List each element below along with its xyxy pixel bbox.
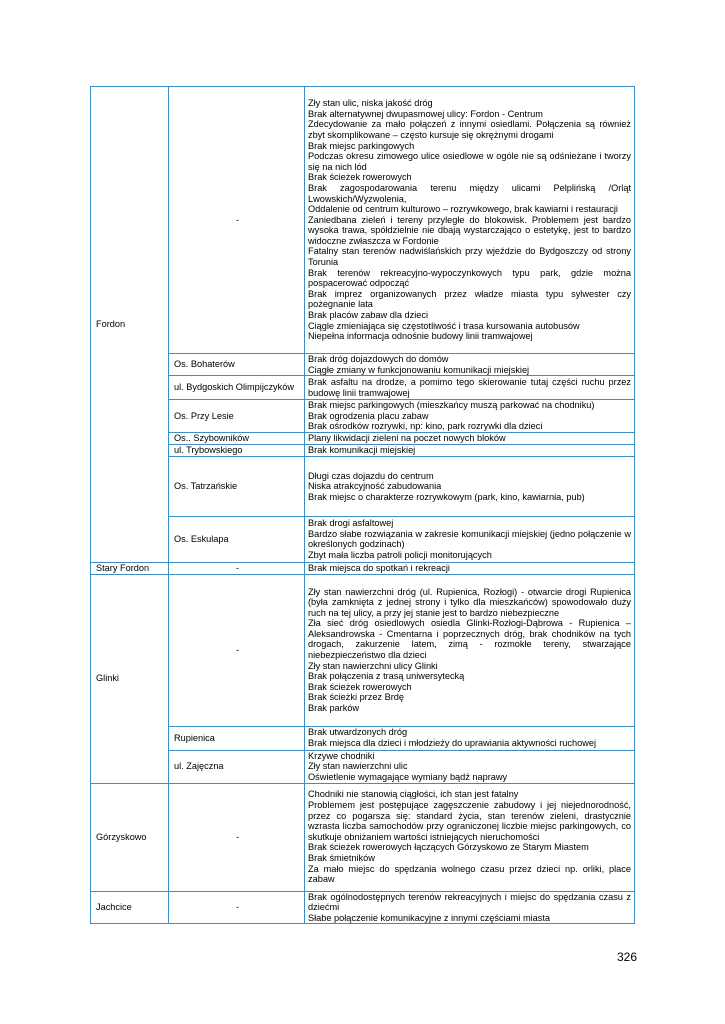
estate-cell: Os. Przy Lesie xyxy=(169,400,305,433)
problems-cell xyxy=(305,516,635,562)
problems-cell xyxy=(305,87,635,354)
problem-item: Brak miejsc parkingowych xyxy=(308,140,415,151)
problem-item: Zbyt mała liczba patroli policji monitorujących xyxy=(308,550,492,561)
estate-cell: - xyxy=(169,891,305,924)
problem-item: Brak ścieżek rowerowych xyxy=(308,172,412,183)
problem-item: Brak połączenia z trasą uniwersytecką xyxy=(308,671,465,682)
estate-cell: Os. Eskulapa xyxy=(169,516,305,562)
problem-item: Ciągle zmieniająca się częstotliwość i trasa kursowania autobusów xyxy=(308,320,580,331)
problems-cell xyxy=(305,400,635,433)
table-row xyxy=(91,574,635,726)
problem-item: Długi czas dojazdu do centrum xyxy=(308,470,434,481)
problem-item: Problemem jest postępujące zagęszczenie zabudowy i jej niejednorodność, przez co pogarsza się: standard życia, stan terenów zieleni, drastycznie wzrasta liczba samochodów przy ograniczonej liczbie miejsc parkingowych, co skutkuje obniżaniem wartości istniejących nieruchomości xyxy=(308,799,631,842)
problem-item: Fatalny stan terenów nadwiślańskich przy wjeździe do Bydgoszczy od strony Torunia xyxy=(308,246,631,268)
problem-item: Brak zagospodarowania terenu między ulicami Pelplińską /Orląt Lwowskich/Wyzwolenia, xyxy=(308,182,631,204)
district-cell: Górzyskowo xyxy=(91,783,169,891)
estate-cell: Os. Tatrzańskie xyxy=(169,456,305,516)
estate-cell: Os.. Szybowników xyxy=(169,432,305,444)
problem-item: Brak miejsca dla dzieci i młodzieży do uprawiania aktywności ruchowej xyxy=(308,738,596,749)
problem-item: Brak alternatywnej dwupasmowej ulicy: Fordon - Centrum xyxy=(308,108,543,119)
problem-item: Brak drogi asfaltowej xyxy=(308,518,394,529)
table-row xyxy=(91,516,635,562)
table-row xyxy=(91,354,635,376)
problems-cell xyxy=(305,750,635,783)
district-cell: Glinki xyxy=(91,574,169,783)
problems-table xyxy=(90,86,635,924)
page-number: 326 xyxy=(617,950,638,964)
problem-item: Brak ogrodzenia placu zabaw xyxy=(308,410,429,421)
estate-cell: - xyxy=(169,783,305,891)
problem-item: Zły stan nawierzchni ulicy Glinki xyxy=(308,660,438,671)
problem-item: Podczas okresu zimowego ulice osiedlowe w ogóle nie są odśnieżane i tworzy się na nich lód xyxy=(308,151,631,172)
problem-item: Oświetlenie wymagające wymiany bądź naprawy xyxy=(308,771,508,782)
table-row xyxy=(91,376,635,400)
problem-item: Brak parków xyxy=(308,703,360,714)
estate-cell: - xyxy=(169,87,305,354)
problems-cell xyxy=(305,444,635,456)
problem-item: Niepełna informacja odnośnie budowy linii tramwajowej xyxy=(308,331,533,342)
problem-item: Za mało miejsc do spędzania wolnego czasu przez dzieci np. orliki, place zabaw xyxy=(308,863,631,885)
problem-item: Brak terenów rekreacyjno-wypoczynkowych typu park, gdzie można pospacerować odpocząć xyxy=(308,267,631,289)
table-row xyxy=(91,562,635,574)
problem-item: Brak ścieżek rowerowych xyxy=(308,681,412,692)
estate-cell: - xyxy=(169,562,305,574)
problem-item: Brak miejsc parkingowych (mieszkańcy muszą parkować na chodniku) xyxy=(308,400,595,411)
problem-item: Brak śmietników xyxy=(308,852,375,863)
estate-cell: ul. Trybowskiego xyxy=(169,444,305,456)
problem-item: Brak miejsca do spotkań i rekreacji xyxy=(308,562,450,573)
table-row xyxy=(91,750,635,783)
problem-item: Słabe połączenie komunikacyjne z innymi częściami miasta xyxy=(308,912,551,923)
district-cell: Stary Fordon xyxy=(91,562,169,574)
estate-cell: Os. Bohaterów xyxy=(169,354,305,376)
table-row xyxy=(91,783,635,891)
problem-item: Zaniedbana zieleń i tereny przyległe do blokowisk. Problemem jest bardzo wysoka trawa, spółdzielnie nie dbają wystarczająco o estetykę, jest to bardzo widoczne zwłaszcza w Fordonie xyxy=(308,214,631,246)
problems-cell xyxy=(305,891,635,924)
problem-item: Ciągłe zmiany w funkcjonowaniu komunikacji miejskiej xyxy=(308,364,530,375)
problem-item: Krzywe chodniki xyxy=(308,750,375,761)
table-row xyxy=(91,444,635,456)
problem-item: Brak imprez organizowanych przez władze miasta typu sylwester czy pożegnanie lata xyxy=(308,288,631,310)
problem-item: Zdecydowanie za mało połączeń z innymi osiedlami. Połączenia są również zbyt skomplikowane – często kursuje się okrężnymi drogami xyxy=(308,119,631,140)
problems-cell xyxy=(305,456,635,516)
problem-item: Zły stan ulic, niska jakość dróg xyxy=(308,98,433,109)
table-row xyxy=(91,726,635,750)
problem-item: Brak dróg dojazdowych do domów xyxy=(308,354,449,364)
problems-table-body xyxy=(91,87,635,924)
estate-cell: - xyxy=(169,574,305,726)
problems-cell xyxy=(305,562,635,574)
problem-item: Plany likwidacji zieleni na poczet nowych bloków xyxy=(308,433,506,444)
problem-item: Brak ścieżki przez Brdę xyxy=(308,692,404,703)
problems-cell xyxy=(305,354,635,376)
problem-item: Brak miejsc o charakterze rozrywkowym (park, kino, kawiarnia, pub) xyxy=(308,491,585,502)
problem-item: Zły stan nawierzchni ulic xyxy=(308,761,408,772)
problem-item: Niska atrakcyjność zabudowania xyxy=(308,481,442,492)
problems-cell xyxy=(305,432,635,444)
problem-item: Brak utwardzonych dróg xyxy=(308,727,408,738)
problems-cell xyxy=(305,783,635,891)
problem-item: Brak placów zabaw dla dzieci xyxy=(308,310,429,321)
estate-cell: ul. Zajęczna xyxy=(169,750,305,783)
problem-item: Bardzo słabe rozwiązania w zakresie komunikacji miejskiej (jedno połączenie w określonych godzinach) xyxy=(308,528,631,550)
problem-item: Brak ogólnodostępnych terenów rekreacyjnych i miejsc do spędzania czasu z dziećmi xyxy=(308,891,631,913)
table-row xyxy=(91,432,635,444)
table-row xyxy=(91,400,635,433)
problem-item: Oddalenie od centrum kulturowo – rozrywkowego, brak kawiarni i restauracji xyxy=(308,204,618,215)
estate-cell: Rupienica xyxy=(169,726,305,750)
problems-cell xyxy=(305,376,635,400)
table-row xyxy=(91,87,635,354)
problem-item: Brak asfaltu na drodze, a pomimo tego skierowanie tutaj części ruchu przez budowę linii tramwajowej xyxy=(308,377,631,398)
problem-item: Chodniki nie stanowią ciągłości, ich stan jest fatalny xyxy=(308,789,519,800)
problem-item: Brak ośrodków rozrywki, np: kino, park rozrywki dla dzieci xyxy=(308,421,543,432)
district-cell: Jachcice xyxy=(91,891,169,924)
problems-cell xyxy=(305,574,635,726)
problems-cell xyxy=(305,726,635,750)
table-row xyxy=(91,891,635,924)
problem-item: Brak ścieżek rowerowych łączących Górzyskowo ze Starym Miastem xyxy=(308,842,589,853)
estate-cell: ul. Bydgoskich Olimpijczyków xyxy=(169,376,305,400)
problem-item: Brak komunikacji miejskiej xyxy=(308,445,416,456)
district-cell: Fordon xyxy=(91,87,169,563)
problem-item: Zła sieć dróg osiedlowych osiedla Glinki-Rozłogi-Dąbrowa - Rupienica – Aleksandrowska - Cmentarna i poprzecznych dróg, brak chodników na tych drogach, zakurzenie latem, zimą - rozmokłe tereny, stwarzające niebezpieczeństwo dla dzieci xyxy=(308,618,631,661)
problem-item: Zły stan nawierzchni dróg (ul. Rupienica, Rozłogi) - otwarcie drogi Rupienica (była zamknięta z jednej strony i tylko dla mieszkańców) spowodowało duży ruch na tej ulicy, a przy jej stanie jest to bardzo niebezpieczne xyxy=(308,586,631,618)
table-row xyxy=(91,456,635,516)
